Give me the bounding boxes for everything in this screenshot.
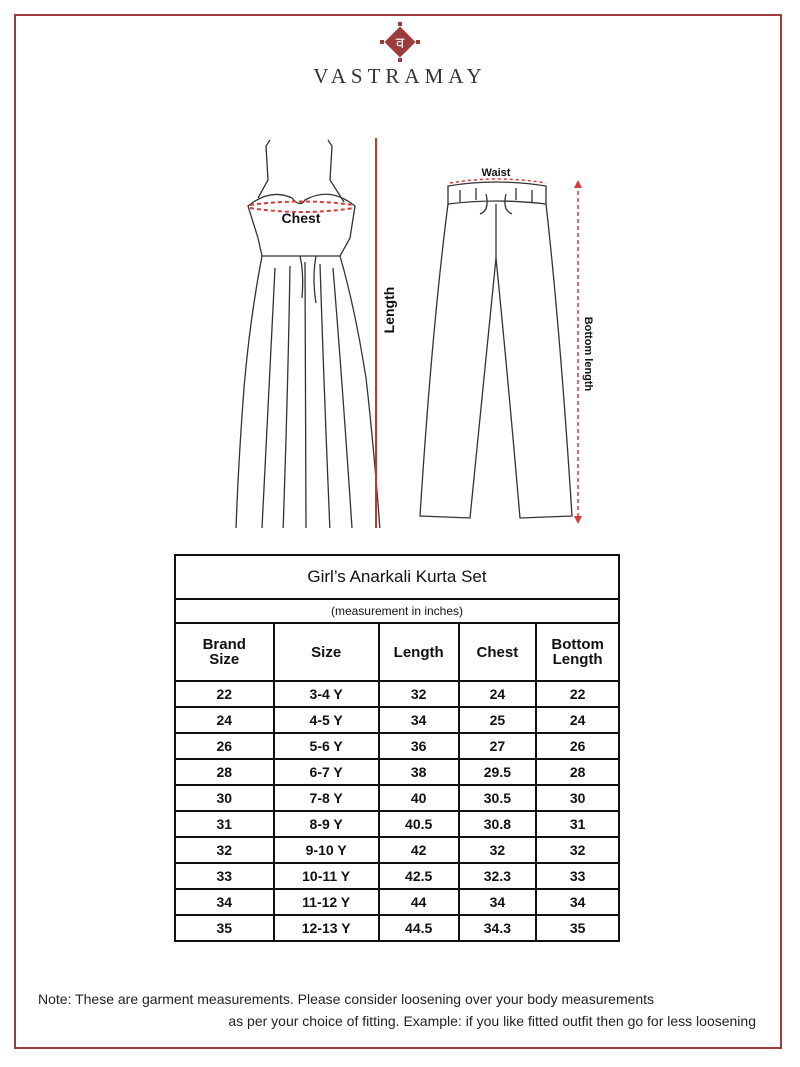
cell-length: 42.5 [379,863,459,889]
table-row [175,733,619,759]
size-chart-table [174,554,620,942]
cell-length: 44.5 [379,915,459,941]
cell-length: 40.5 [379,811,459,837]
cell-size: 10-11 Y [274,863,379,889]
table-header-row [175,623,619,681]
fitting-note [38,988,756,1032]
cell-size: 5-6 Y [274,733,379,759]
table-row [175,785,619,811]
cell-length: 34 [379,707,459,733]
cell-length: 44 [379,889,459,915]
cell-bottom-length: 33 [536,863,619,889]
cell-brand-size: 35 [175,915,274,941]
brand-name: VASTRAMAY [313,64,487,88]
kurta-drawing [236,140,380,528]
table-row [175,811,619,837]
cell-length: 40 [379,785,459,811]
cell-chest: 29.5 [459,759,537,785]
cell-bottom-length: 34 [536,889,619,915]
cell-chest: 34 [459,889,537,915]
length-label: Length [381,286,397,334]
arrow-up-icon [574,180,582,188]
brand-mark-glyph: व [395,34,405,52]
note-line-1: Note: These are garment measurements. Please consider loosening over your body measurements [38,991,655,1007]
table-row [175,889,619,915]
bottom-length-label: Bottom length [582,316,594,392]
cell-brand-size: 28 [175,759,274,785]
cell-bottom-length: 22 [536,681,619,707]
table-row [175,863,619,889]
cell-size: 9-10 Y [274,837,379,863]
cell-bottom-length: 35 [536,915,619,941]
bottom-drawing [420,182,572,518]
cell-chest: 30.8 [459,811,537,837]
header-brand-size: Brand Size [175,623,274,681]
cell-bottom-length: 32 [536,837,619,863]
waist-label: Waist [481,167,511,179]
cell-brand-size: 24 [175,707,274,733]
chest-label: Chest [281,210,321,226]
cell-brand-size: 22 [175,681,274,707]
cell-brand-size: 31 [175,811,274,837]
note-line-2: as per your choice of fitting. Example: if you like fitted outfit then go for less loosening [228,1013,756,1029]
cell-size: 8-9 Y [274,811,379,837]
table-row [175,837,619,863]
cell-chest: 27 [459,733,537,759]
cell-bottom-length: 31 [536,811,619,837]
cell-chest: 32 [459,837,537,863]
table-row [175,681,619,707]
cell-size: 12-13 Y [274,915,379,941]
cell-length: 42 [379,837,459,863]
table-row [175,707,619,733]
cell-length: 32 [379,681,459,707]
cell-brand-size: 33 [175,863,274,889]
cell-bottom-length: 24 [536,707,619,733]
cell-brand-size: 34 [175,889,274,915]
arrow-down-icon [574,516,582,524]
table-subtitle: (measurement in inches) [175,599,619,623]
brand-mark-icon [380,22,420,62]
cell-bottom-length: 28 [536,759,619,785]
cell-size: 11-12 Y [274,889,379,915]
cell-bottom-length: 30 [536,785,619,811]
table-row [175,915,619,941]
cell-chest: 30.5 [459,785,537,811]
cell-bottom-length: 26 [536,733,619,759]
cell-brand-size: 30 [175,785,274,811]
garment-diagram [0,128,800,528]
cell-size: 6-7 Y [274,759,379,785]
cell-chest: 24 [459,681,537,707]
cell-brand-size: 26 [175,733,274,759]
cell-brand-size: 32 [175,837,274,863]
header-chest: Chest [459,623,537,681]
header-length: Length [379,623,459,681]
cell-length: 38 [379,759,459,785]
brand-logo [0,22,800,89]
cell-chest: 32.3 [459,863,537,889]
cell-size: 4-5 Y [274,707,379,733]
cell-length: 36 [379,733,459,759]
table-row [175,759,619,785]
table-title: Girl’s Anarkali Kurta Set [175,555,619,599]
cell-size: 7-8 Y [274,785,379,811]
cell-chest: 25 [459,707,537,733]
cell-chest: 34.3 [459,915,537,941]
cell-size: 3-4 Y [274,681,379,707]
header-bottom-length: Bottom Length [536,623,619,681]
header-size: Size [274,623,379,681]
